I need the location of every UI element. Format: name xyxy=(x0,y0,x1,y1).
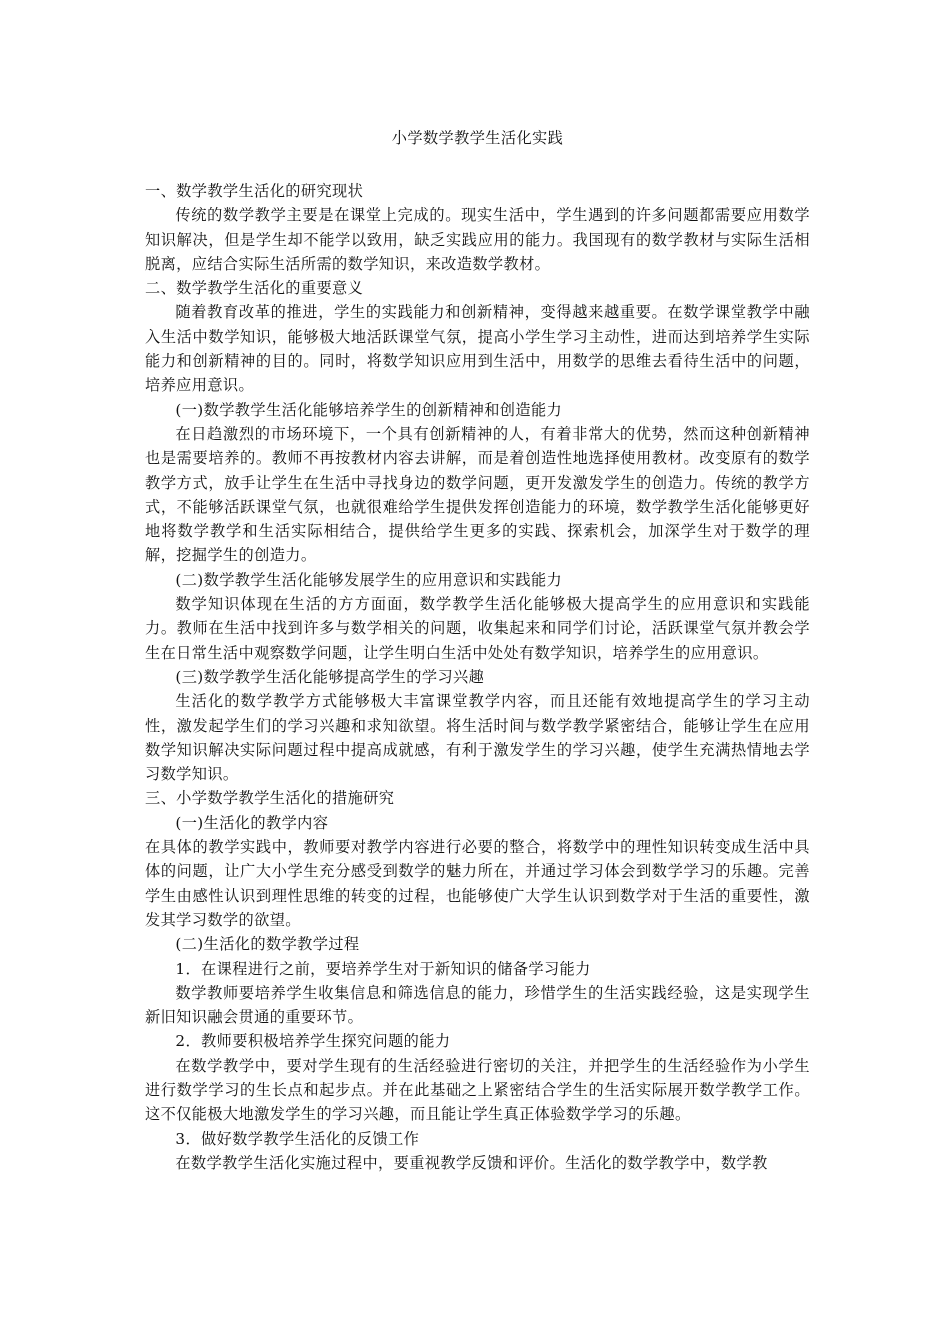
document-title: 小学数学教学生活化实践 xyxy=(391,129,564,147)
section-heading-3: 三、小学数学教学生活化的措施研究 xyxy=(145,789,395,808)
document-page xyxy=(145,118,810,1175)
paragraph: 随着教育改革的推进，学生的实践能力和创新精神，变得越来越重要。在数学课堂教学中融入生活中数学知识，能够极大地活跃课堂气氛，提高小学生学习主动性，进而达到培养学生实际能力和创新精神的目的。同时，将数学知识应用到生活中，用数学的思维去看待生活中的问题，培养应用意识。 xyxy=(145,303,810,395)
numbered-heading: 1．在课程进行之前，要培养学生对于新知识的储备学习能力 xyxy=(175,959,591,978)
paragraph: 数学教师要培养学生收集信息和筛选信息的能力，珍惜学生的生活实践经验，这是实现学生新旧知识融会贯通的重要环节。 xyxy=(145,983,810,1027)
subsection-heading: (三)数学教学生活化能够提高学生的学习兴趣 xyxy=(175,667,485,686)
paragraph: 生活化的数学教学方式能够极大丰富课堂教学内容，而且还能有效地提高学生的学习主动性，激发起学生们的学习兴趣和求知欲望。将生活时间与数学教学紧密结合，能够让学生在应用数学知识解决实际问题过程中提高成就感，有利于激发学生的学习兴趣，使学生充满热情地去学习数学知识。 xyxy=(145,692,810,784)
paragraph: 在具体的教学实践中，教师要对教学内容进行必要的整合，将数学中的理性知识转变成生活中具体的问题，让广大小学生充分感受到数学的魅力所在，并通过学习体会到数学学习的乐趣。完善学生由感性认识到理性思维的转变的过程，也能够使广大学生认识到数学对于生活的重要性，激发其学习数学的欲望。 xyxy=(145,838,810,929)
numbered-heading: 2．教师要积极培养学生探究问题的能力 xyxy=(175,1032,451,1051)
section-heading-1: 一、数学教学生活化的研究现状 xyxy=(145,182,364,200)
subsection-heading: (二)生活化的数学教学过程 xyxy=(175,935,360,954)
paragraph: 在数学教学中，要对学生现有的生活经验进行密切的关注，并把学生的生活经验作为小学生进行数学学习的生长点和起步点。并在此基础之上紧密结合学生的生活实际展开数学教学工作。这不仅能极大地激发学生的学习兴趣，而且能让学生真正体验数学学习的乐趣。 xyxy=(145,1056,810,1124)
subsection-heading: (一)数学教学生活化能够培养学生的创新精神和创造能力 xyxy=(175,400,563,419)
section-heading-2: 二、数学教学生活化的重要意义 xyxy=(145,279,364,298)
paragraph: 传统的数学教学主要是在课堂上完成的。现实生活中，学生遇到的许多问题都需要应用数学知识解决，但是学生却不能学以致用，缺乏实践应用的能力。我国现有的数学教材与实际生活相脱离，应结合实际生活所需的数学知识，来改造数学教材。 xyxy=(145,206,810,273)
paragraph: 在日趋激烈的市场环境下，一个具有创新精神的人，有着非常大的优势，然而这种创新精神也是需要培养的。教师不再按教材内容去讲解，而是着创造性地选择使用教材。改变原有的数学教学方式，放手让学生在生活中寻找身边的数学问题，更开发激发学生的创造力。传统的教学方式，不能够活跃课堂气氛，也就很难给学生提供发挥创造能力的环境，数学教学生活化能够更好地将数学教学和生活实际相结合，提供给学生更多的实践、探索机会，加深学生对于数学的理解，挖掘学生的创造力。 xyxy=(145,424,810,565)
subsection-heading: (二)数学教学生活化能够发展学生的应用意识和实践能力 xyxy=(175,570,563,589)
numbered-heading: 3．做好数学教学生活化的反馈工作 xyxy=(175,1129,420,1148)
paragraph: 在数学教学生活化实施过程中，要重视教学反馈和评价。生活化的数学教学中，数学教 xyxy=(175,1153,768,1172)
paragraph: 数学知识体现在生活的方方面面，数学教学生活化能够极大提高学生的应用意识和实践能力。教师在生活中找到许多与数学相关的问题，收集起来和同学们讨论，活跃课堂气氛并教会学生在日常生活中观察数学问题，让学生明白生活中处处有数学知识，培养学生的应用意识。 xyxy=(145,595,810,662)
subsection-heading: (一)生活化的教学内容 xyxy=(175,813,329,832)
